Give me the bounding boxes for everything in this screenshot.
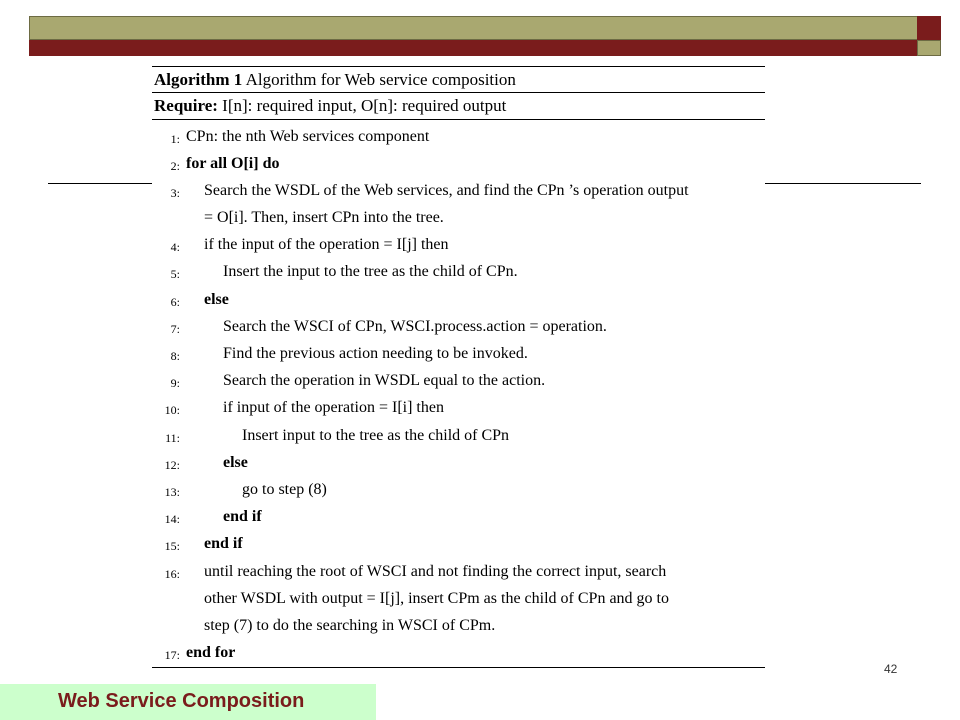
line-number: 11: — [165, 431, 180, 445]
algo-line — [152, 644, 765, 664]
line-number: 12: — [164, 458, 180, 472]
line-number: 1: — [170, 132, 180, 146]
line-number: 5: — [170, 267, 180, 281]
algo-line — [152, 535, 765, 555]
line-text: step (7) to do the searching in WSCI of CPm. — [204, 617, 496, 634]
corner-square-olive — [917, 40, 941, 56]
line-number: 9: — [170, 376, 180, 390]
line-text: if the input of the operation = I[j] then — [204, 236, 449, 253]
line-number: 16: — [164, 567, 180, 581]
algo-line — [152, 399, 765, 419]
line-number: 3: — [170, 186, 180, 200]
corner-square-maroon — [917, 16, 941, 40]
divider-rule-left — [48, 183, 152, 184]
algo-line — [152, 209, 765, 229]
title-bar-olive-band — [29, 16, 917, 40]
line-number: 6: — [170, 295, 180, 309]
algo-line — [152, 563, 765, 583]
line-text: end if — [204, 535, 243, 552]
line-number: 13: — [164, 485, 180, 499]
divider-rule-right — [765, 183, 921, 184]
line-text: else — [204, 291, 229, 308]
algo-line — [152, 318, 765, 338]
require-rule — [152, 119, 765, 120]
line-text: go to step (8) — [242, 481, 327, 498]
algo-line — [152, 236, 765, 256]
line-text: Search the operation in WSDL equal to the action. — [223, 372, 546, 389]
algo-line — [152, 372, 765, 392]
require-text: I[n]: required input, O[n]: required output — [222, 96, 507, 115]
algorithm-label: Algorithm 1 — [154, 70, 243, 89]
line-number: 10: — [164, 403, 180, 417]
require-label: Require: — [154, 96, 218, 115]
page-number: 42 — [884, 662, 898, 676]
algo-line — [152, 427, 765, 447]
line-text: Insert the input to the tree as the child of CPn. — [223, 263, 518, 280]
algo-line — [152, 182, 765, 202]
line-number: 17: — [164, 648, 180, 662]
algorithm-panel — [152, 66, 765, 668]
top-rule — [152, 66, 765, 67]
line-number: 8: — [170, 349, 180, 363]
line-text: else — [223, 454, 248, 471]
algo-line — [152, 454, 765, 474]
title-bar-maroon-band — [29, 40, 917, 56]
line-text: for all O[i] do — [186, 155, 280, 172]
line-text: = O[i]. Then, insert CPn into the tree. — [204, 209, 444, 226]
line-text: end for — [186, 644, 236, 661]
algorithm-title — [154, 70, 516, 90]
algo-line — [152, 345, 765, 365]
line-number: 2: — [170, 159, 180, 173]
title-rule — [152, 92, 765, 93]
line-text: if input of the operation = I[i] then — [223, 399, 444, 416]
algo-line — [152, 155, 765, 175]
line-text: until reaching the root of WSCI and not finding the correct input, search — [204, 563, 667, 580]
algorithm-title-text: Algorithm for Web service composition — [245, 70, 516, 89]
algo-line — [152, 291, 765, 311]
algo-line — [152, 481, 765, 501]
line-text: Search the WSDL of the Web services, and find the CPn ’s operation output — [204, 182, 689, 199]
line-text: other WSDL with output = I[j], insert CPm as the child of CPn and go to — [204, 590, 669, 607]
algo-line — [152, 128, 765, 148]
line-text: CPn: the nth Web services component — [186, 128, 430, 145]
algo-line — [152, 590, 765, 610]
bottom-rule — [152, 667, 765, 668]
footer-title: Web Service Composition — [58, 690, 305, 712]
algo-line — [152, 508, 765, 528]
line-number: 7: — [170, 322, 180, 336]
line-text: Insert input to the tree as the child of CPn — [242, 427, 510, 444]
require-line — [154, 96, 506, 116]
algo-line — [152, 617, 765, 637]
line-number: 14: — [164, 512, 180, 526]
line-text: end if — [223, 508, 262, 525]
line-number: 4: — [170, 240, 180, 254]
line-text: Search the WSCI of CPn, WSCI.process.action = operation. — [223, 318, 607, 335]
line-text: Find the previous action needing to be invoked. — [223, 345, 528, 362]
algo-line — [152, 263, 765, 283]
line-number: 15: — [164, 539, 180, 553]
